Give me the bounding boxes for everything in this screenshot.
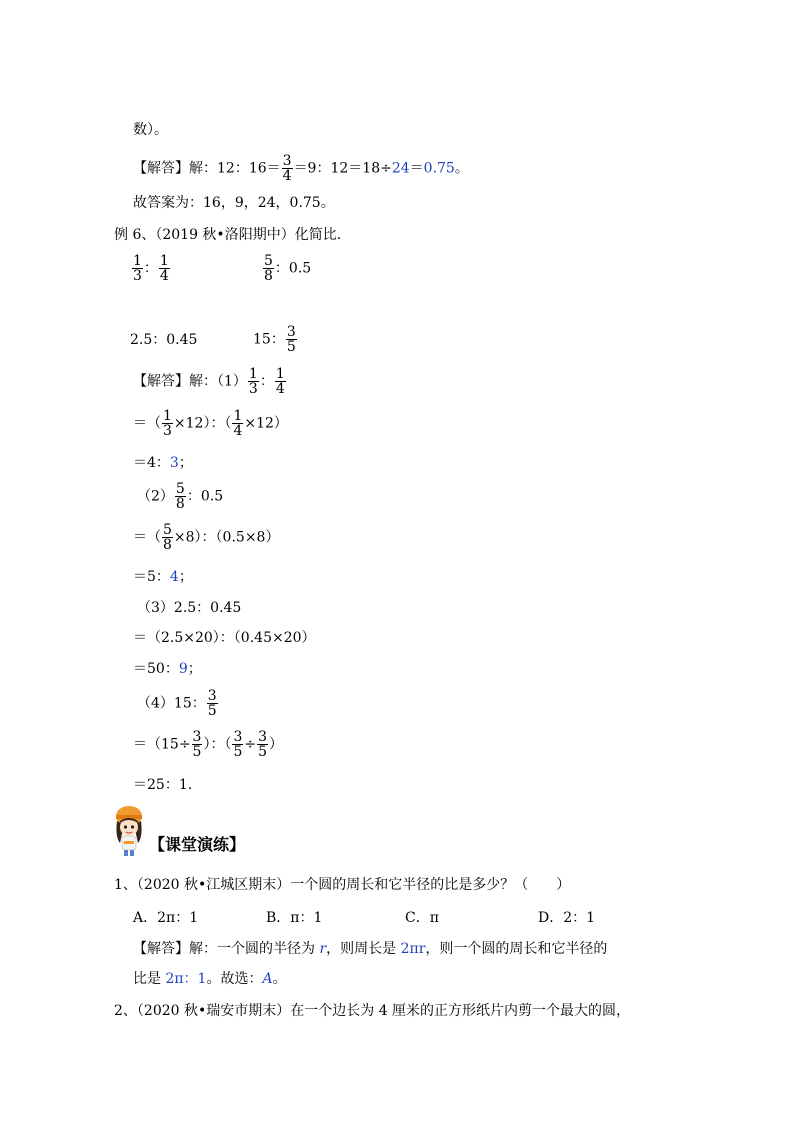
text: ＝4： (133, 455, 170, 471)
answer-line: （3）2.5：0.45 (137, 600, 242, 616)
text-blue: 9 (178, 661, 188, 677)
option-b: B．π：1 (266, 910, 323, 926)
text: 比是 (133, 971, 166, 987)
option-a: A．2π：1 (133, 910, 199, 926)
text: ×8）：（0.5×8） (173, 529, 280, 546)
numerator: 1 (163, 408, 172, 424)
answer-line (133, 523, 279, 552)
numerator: 5 (163, 522, 172, 538)
fraction (275, 367, 286, 396)
text: ：0.5 (274, 260, 312, 277)
problem-1: 1、（2020 秋•江城区期末）一个圆的周长和它半径的比是多少？（ ） (114, 877, 571, 893)
answer-line: ＝25：1. (133, 777, 193, 793)
fraction (232, 730, 243, 759)
denominator: 8 (163, 537, 172, 553)
denominator: 5 (233, 744, 243, 760)
text: ； (178, 455, 193, 471)
numerator: 3 (258, 729, 268, 745)
numerator: 1 (275, 366, 285, 382)
text-blue: 4 (169, 569, 179, 585)
numerator: 3 (207, 688, 217, 704)
text: ＝ (409, 160, 424, 177)
text: ）：（ (203, 736, 232, 753)
section-heading: 【课堂演练】 (149, 835, 246, 854)
text: ＝（ (133, 529, 161, 546)
numerator: 3 (286, 324, 296, 340)
numerator: 1 (159, 253, 169, 269)
text-blue: 3 (169, 455, 179, 471)
denominator: 4 (233, 423, 243, 439)
denominator: 3 (163, 423, 172, 439)
fraction (257, 730, 268, 759)
answer-line (133, 154, 469, 183)
answer-line (133, 730, 283, 759)
numerator: 1 (133, 253, 142, 269)
text: 。 (272, 971, 287, 987)
text: 。故选： (206, 971, 263, 987)
text: ＝5： (133, 569, 170, 585)
text: （2） (137, 488, 174, 505)
question-3: 2.5：0.45 (130, 332, 198, 348)
answer-line (137, 482, 223, 511)
text-blue: A (262, 971, 273, 987)
girl-mascot-icon (112, 803, 146, 857)
text-blue: r (319, 941, 327, 957)
text: ×12） (244, 415, 288, 432)
question-2 (262, 254, 311, 283)
fraction (159, 254, 170, 283)
text: 15： (253, 331, 285, 348)
denominator: 3 (248, 381, 258, 397)
text: ： (143, 260, 158, 277)
text: ＝9：12＝18÷ (293, 160, 392, 177)
fraction (162, 409, 173, 438)
text-line: 数）。 (133, 122, 168, 138)
numerator: 5 (175, 481, 185, 497)
text: ） (269, 736, 284, 753)
text: 【解答】解：12：16＝ (133, 160, 281, 177)
text: ： (259, 373, 274, 390)
text: ； (187, 661, 202, 677)
fraction (192, 730, 203, 759)
text: 。 (454, 160, 469, 177)
text-blue: 24 (391, 160, 410, 177)
option-c: C．π (405, 910, 439, 926)
text-blue: 2π：1 (165, 971, 207, 987)
denominator: 8 (175, 496, 185, 512)
fraction (207, 689, 218, 718)
text: 【解答】解：（1） (133, 373, 247, 390)
fraction (232, 409, 243, 438)
denominator: 5 (207, 703, 217, 719)
denominator: 4 (159, 268, 169, 284)
text: ＝50： (133, 661, 179, 677)
answer-line (137, 689, 219, 718)
answer-line: ＝（2.5×20）：（0.45×20） (133, 630, 316, 646)
numerator: 3 (282, 153, 292, 169)
text: （4）15： (137, 695, 206, 712)
denominator: 8 (264, 268, 273, 284)
numerator: 3 (233, 729, 243, 745)
answer-line (133, 409, 288, 438)
text: ，则周长是 (326, 941, 401, 957)
denominator: 5 (258, 744, 268, 760)
numerator: 3 (192, 729, 202, 745)
denominator: 4 (275, 381, 285, 397)
text-blue: 0.75 (423, 160, 455, 177)
text: ÷ (244, 736, 257, 753)
question-1 (131, 254, 171, 283)
numerator: 5 (264, 253, 273, 269)
problem-2: 2、（2020 秋•瑞安市期末）在一个边长为 4 厘米的正方形纸片内剪一个最大的圆， (114, 1003, 631, 1019)
option-d: D．2：1 (538, 910, 596, 926)
fraction (282, 154, 293, 183)
fraction (248, 367, 259, 396)
fraction (132, 254, 143, 283)
denominator: 5 (286, 339, 296, 355)
fraction (175, 482, 186, 511)
numerator: 1 (233, 408, 243, 424)
text: ； (178, 569, 193, 585)
answer-line (133, 660, 202, 678)
answer-line (133, 970, 287, 988)
question-4 (253, 325, 298, 354)
text: 【解答】解：一个圆的半径为 (133, 941, 320, 957)
fraction (286, 325, 297, 354)
fraction (162, 523, 173, 552)
example-heading: 例 6、（2019 秋•洛阳期中）化简比. (114, 227, 342, 243)
denominator: 5 (192, 744, 202, 760)
numerator: 1 (248, 366, 258, 382)
text: ，则一个圆的周长和它半径的 (425, 941, 608, 957)
text-line: 故答案为：16，9，24，0.75。 (133, 195, 335, 211)
denominator: 4 (282, 168, 292, 184)
fraction (263, 254, 274, 283)
denominator: 3 (133, 268, 142, 284)
answer-line (133, 454, 193, 472)
text-blue: 2πr (400, 941, 426, 957)
answer-line (133, 940, 607, 958)
answer-line (133, 568, 193, 586)
answer-line (133, 367, 287, 396)
text: ＝（15÷ (133, 736, 191, 753)
text: ＝（ (133, 415, 161, 432)
text: ：0.5 (186, 488, 224, 505)
text: ×12）：（ (173, 415, 232, 432)
